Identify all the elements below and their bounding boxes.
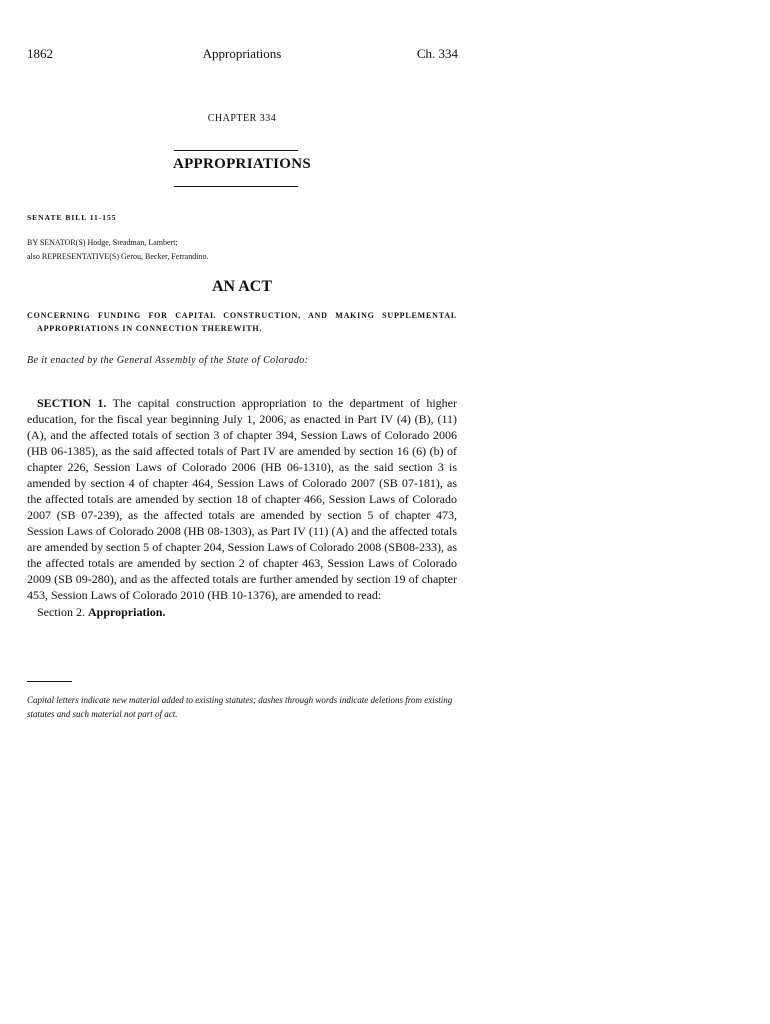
house-sponsors: also REPRESENTATIVE(S) Gerou, Becker, Ferrandino. xyxy=(27,252,209,261)
footnote: Capital letters indicate new material added to existing statutes; dashes through words indicate deletions from existing statutes and such material not part of act. xyxy=(27,695,453,719)
section-2-heading: Appropriation. xyxy=(88,605,166,619)
concerning-word: SUPPLEMENTAL xyxy=(382,311,457,320)
section-1 xyxy=(27,395,457,603)
concerning-clause xyxy=(27,309,457,335)
concerning-word: MAKING xyxy=(335,311,375,320)
concerning-word: CONCERNING xyxy=(27,311,91,320)
section-1-label: SECTION 1. xyxy=(37,396,107,410)
footnote-rule xyxy=(27,681,72,682)
enacting-clause: Be it enacted by the General Assembly of the State of Colorado: xyxy=(27,355,309,366)
page-number: 1862 xyxy=(27,46,53,61)
title-rule-bottom xyxy=(174,186,298,187)
bill-number: SENATE BILL 11-155 xyxy=(27,213,117,222)
concerning-word: FUNDING xyxy=(98,311,141,320)
sponsors-block xyxy=(27,236,208,264)
concerning-word: CONSTRUCTION, xyxy=(223,311,301,320)
chapter-label: CHAPTER 334 xyxy=(207,113,277,124)
chapter-reference: Ch. 334 xyxy=(416,46,458,61)
concerning-word: AND xyxy=(308,311,328,320)
concerning-word: FOR xyxy=(148,311,168,320)
running-title: Appropriations xyxy=(202,46,282,61)
section-2 xyxy=(37,605,165,620)
act-heading: AN ACT xyxy=(211,278,272,295)
section-2-label: Section 2. xyxy=(37,605,85,619)
title-rule-top xyxy=(174,150,298,151)
concerning-word: CAPITAL xyxy=(175,311,216,320)
concerning-line-2: APPROPRIATIONS IN CONNECTION THEREWITH. xyxy=(37,324,263,333)
document-title: APPROPRIATIONS xyxy=(172,156,312,172)
section-1-text: The capital construction appropriation to the department of higher education, for the fiscal year beginning July 1, 2006, as enacted in Part IV (4) (B), (11) (A), and the affected totals of section 3 of chapter 394, Session Laws of Colorado 2006 (HB 06-1385), as the said affected totals of Part IV are amended by section 16 (6) (b) of chapter 226, Session Laws of Colorado 2006 (HB 06-1310), as the said section 3 is amended by section 4 of chapter 464, Session Laws of Colorado 2007 (SB 07-181), as the affected totals are amended by section 18 of chapter 466, Session Laws of Colorado 2007 (SB 07-239), as the affected totals are amended by section 5 of chapter 473, Session Laws of Colorado 2008 (HB 08-1303), as Part IV (11) (A) and the affected totals are amended by section 5 of chapter 204, Session Laws of Colorado 2008 (SB08-233), as the affected totals are amended by section 2 of chapter 463, Session Laws of Colorado 2009 (SB 09-280), and as the affected totals are further amended by section 19 of chapter 453, Session Laws of Colorado 2010 (HB 10-1376), are amended to read: xyxy=(27,396,457,602)
concerning-line-1 xyxy=(27,309,457,322)
senate-sponsors: BY SENATOR(S) Hodge, Steadman, Lambert; xyxy=(27,238,178,247)
